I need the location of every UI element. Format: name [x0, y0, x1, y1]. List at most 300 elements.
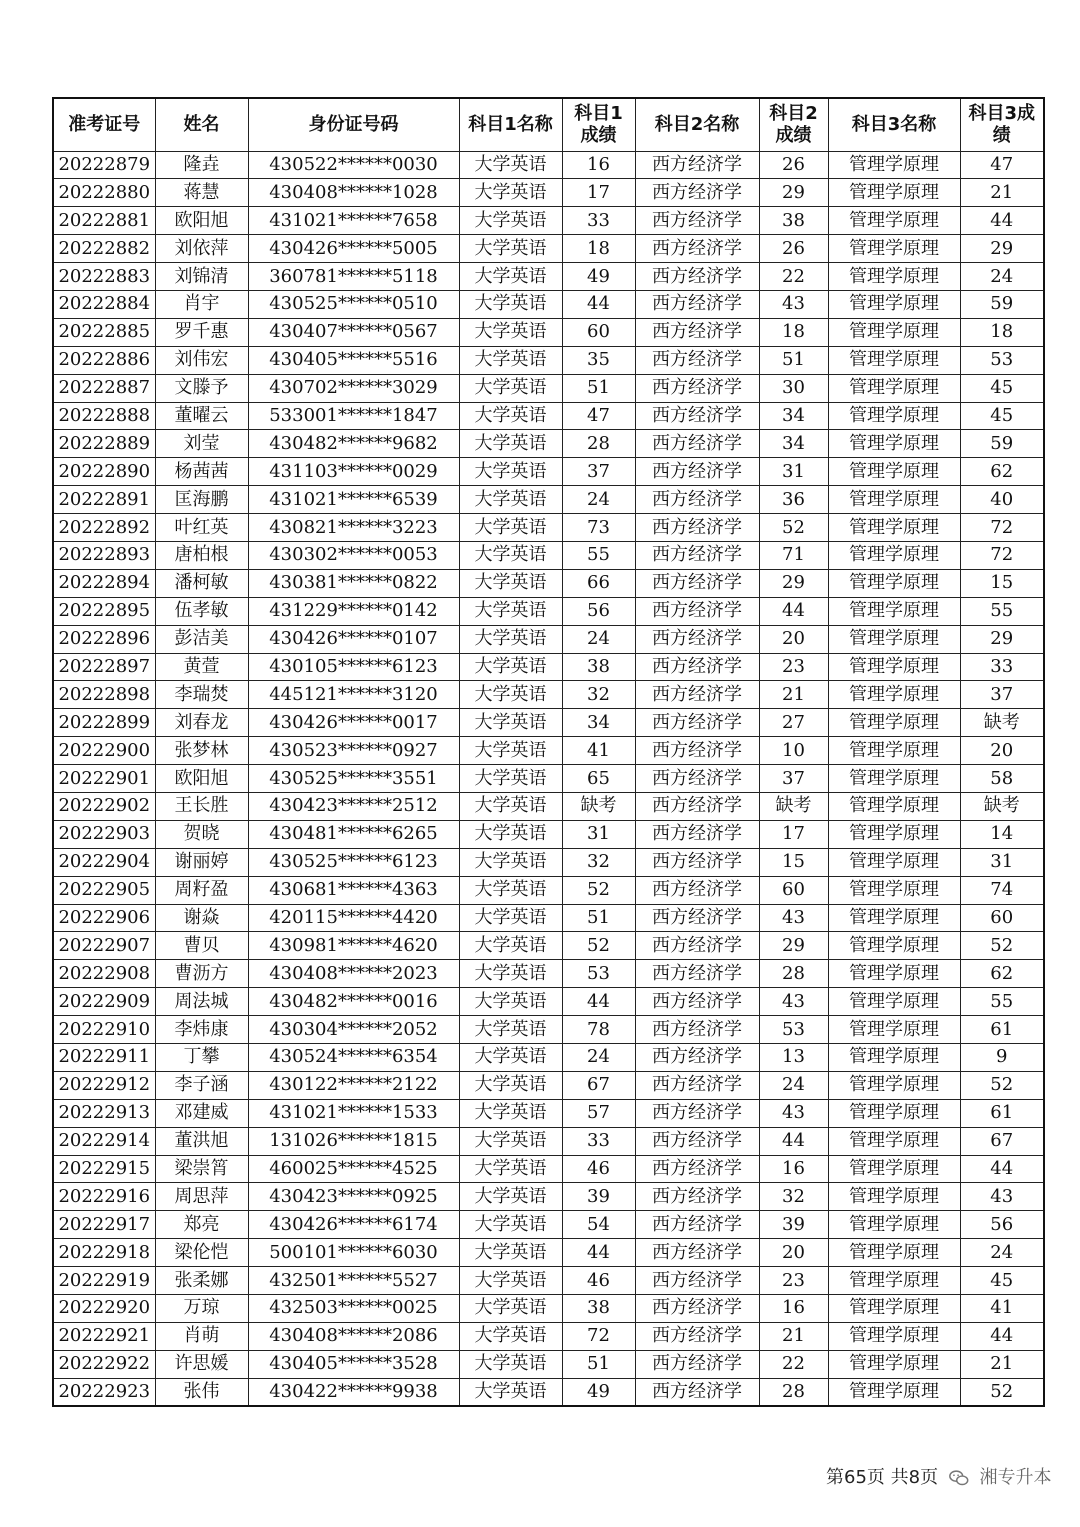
table-cell: 大学英语 — [459, 1267, 562, 1295]
column-header: 科目1 成绩 — [562, 98, 635, 151]
table-cell: 西方经济学 — [635, 458, 759, 486]
table-cell: 大学英语 — [459, 904, 562, 932]
table-cell: 36 — [759, 486, 828, 514]
table-cell: 72 — [960, 514, 1044, 542]
table-row — [53, 402, 1044, 430]
table-cell: 大学英语 — [459, 737, 562, 765]
table-cell: 38 — [759, 207, 828, 235]
table-cell: 430405******5516 — [248, 346, 459, 374]
table-cell: 周籽盈 — [155, 876, 248, 904]
table-row — [53, 1211, 1044, 1239]
table-cell: 大学英语 — [459, 1044, 562, 1072]
table-cell: 西方经济学 — [635, 151, 759, 179]
table-cell: 管理学原理 — [828, 151, 960, 179]
table-cell: 贺晓 — [155, 820, 248, 848]
table-cell: 29 — [759, 569, 828, 597]
table-cell: 41 — [960, 1295, 1044, 1323]
table-cell: 44 — [960, 1155, 1044, 1183]
table-cell: 52 — [960, 932, 1044, 960]
table-cell: 文滕予 — [155, 374, 248, 402]
table-cell: 管理学原理 — [828, 318, 960, 346]
table-cell: 23 — [759, 653, 828, 681]
table-cell: 20222880 — [53, 179, 155, 207]
table-cell: 西方经济学 — [635, 514, 759, 542]
table-cell: 大学英语 — [459, 876, 562, 904]
table-cell: 西方经济学 — [635, 1183, 759, 1211]
table-cell: 董曜云 — [155, 402, 248, 430]
table-cell: 20222896 — [53, 625, 155, 653]
table-cell: 67 — [562, 1071, 635, 1099]
table-cell: 47 — [562, 402, 635, 430]
table-row — [53, 179, 1044, 207]
table-cell: 28 — [759, 960, 828, 988]
table-cell: 24 — [960, 263, 1044, 291]
table-cell: 49 — [562, 263, 635, 291]
table-cell: 20222905 — [53, 876, 155, 904]
table-cell: 西方经济学 — [635, 792, 759, 820]
table-cell: 20222919 — [53, 1267, 155, 1295]
table-cell: 西方经济学 — [635, 960, 759, 988]
table-row — [53, 1322, 1044, 1350]
table-cell: 431021******1533 — [248, 1099, 459, 1127]
table-row — [53, 1099, 1044, 1127]
table-cell: 20222891 — [53, 486, 155, 514]
table-cell: 60 — [759, 876, 828, 904]
table-cell: 大学英语 — [459, 1239, 562, 1267]
table-cell: 15 — [960, 569, 1044, 597]
table-cell: 20222912 — [53, 1071, 155, 1099]
table-cell: 管理学原理 — [828, 1322, 960, 1350]
table-cell: 西方经济学 — [635, 681, 759, 709]
table-cell: 52 — [960, 1071, 1044, 1099]
table-cell: 20222887 — [53, 374, 155, 402]
table-cell: 430426******0017 — [248, 709, 459, 737]
table-cell: 54 — [562, 1211, 635, 1239]
table-cell: 33 — [562, 1127, 635, 1155]
table-cell: 管理学原理 — [828, 207, 960, 235]
table-cell: 管理学原理 — [828, 1155, 960, 1183]
table-row — [53, 458, 1044, 486]
table-cell: 西方经济学 — [635, 848, 759, 876]
table-cell: 肖宇 — [155, 290, 248, 318]
table-cell: 43 — [759, 904, 828, 932]
table-row — [53, 988, 1044, 1016]
table-cell: 大学英语 — [459, 1099, 562, 1127]
table-cell: 西方经济学 — [635, 625, 759, 653]
table-cell: 西方经济学 — [635, 290, 759, 318]
table-row — [53, 263, 1044, 291]
table-cell: 西方经济学 — [635, 1322, 759, 1350]
table-cell: 35 — [562, 346, 635, 374]
column-header: 科目1名称 — [459, 98, 562, 151]
table-cell: 周法城 — [155, 988, 248, 1016]
table-row — [53, 737, 1044, 765]
table-cell: 430525******6123 — [248, 848, 459, 876]
table-cell: 67 — [960, 1127, 1044, 1155]
table-cell: 59 — [960, 290, 1044, 318]
table-cell: 20222900 — [53, 737, 155, 765]
table-cell: 西方经济学 — [635, 1016, 759, 1044]
table-cell: 44 — [759, 597, 828, 625]
table-cell: 430481******6265 — [248, 820, 459, 848]
table-cell: 430408******2023 — [248, 960, 459, 988]
table-cell: 管理学原理 — [828, 458, 960, 486]
table-cell: 管理学原理 — [828, 541, 960, 569]
table-cell: 20222923 — [53, 1378, 155, 1406]
table-cell: 大学英语 — [459, 318, 562, 346]
table-cell: 管理学原理 — [828, 1016, 960, 1044]
table-cell: 管理学原理 — [828, 1350, 960, 1378]
table-cell: 刘依萍 — [155, 235, 248, 263]
table-cell: 20222913 — [53, 1099, 155, 1127]
table-cell: 52 — [562, 932, 635, 960]
table-cell: 西方经济学 — [635, 1267, 759, 1295]
table-cell: 43 — [759, 1099, 828, 1127]
table-cell: 西方经济学 — [635, 1071, 759, 1099]
table-row — [53, 1378, 1044, 1406]
table-cell: 27 — [759, 709, 828, 737]
table-row — [53, 318, 1044, 346]
table-cell: 38 — [562, 1295, 635, 1323]
table-cell: 43 — [960, 1183, 1044, 1211]
column-header: 姓名 — [155, 98, 248, 151]
table-cell: 431021******6539 — [248, 486, 459, 514]
table-cell: 20222903 — [53, 820, 155, 848]
table-cell: 432501******5527 — [248, 1267, 459, 1295]
table-cell: 33 — [960, 653, 1044, 681]
table-cell: 34 — [759, 402, 828, 430]
table-cell: 17 — [759, 820, 828, 848]
table-cell: 24 — [562, 625, 635, 653]
table-cell: 管理学原理 — [828, 1267, 960, 1295]
table-cell: 10 — [759, 737, 828, 765]
table-cell: 430523******0927 — [248, 737, 459, 765]
table-cell: 管理学原理 — [828, 1183, 960, 1211]
table-cell: 谢焱 — [155, 904, 248, 932]
table-cell: 53 — [759, 1016, 828, 1044]
table-cell: 533001******1847 — [248, 402, 459, 430]
table-cell: 西方经济学 — [635, 486, 759, 514]
table-cell: 20222892 — [53, 514, 155, 542]
table-row — [53, 290, 1044, 318]
table-cell: 20222902 — [53, 792, 155, 820]
table-cell: 管理学原理 — [828, 290, 960, 318]
page-footer — [826, 1463, 1052, 1489]
table-cell: 43 — [759, 290, 828, 318]
table-cell: 西方经济学 — [635, 541, 759, 569]
table-cell: 73 — [562, 514, 635, 542]
table-cell: 37 — [759, 765, 828, 793]
table-cell: 曹沥方 — [155, 960, 248, 988]
table-cell: 管理学原理 — [828, 569, 960, 597]
table-row — [53, 207, 1044, 235]
table-cell: 431103******0029 — [248, 458, 459, 486]
table-cell: 44 — [960, 1322, 1044, 1350]
table-cell: 管理学原理 — [828, 402, 960, 430]
table-cell: 20222893 — [53, 541, 155, 569]
table-cell: 16 — [759, 1155, 828, 1183]
table-cell: 西方经济学 — [635, 263, 759, 291]
table-cell: 31 — [759, 458, 828, 486]
table-cell: 西方经济学 — [635, 569, 759, 597]
table-cell: 44 — [562, 290, 635, 318]
table-cell: 420115******4420 — [248, 904, 459, 932]
table-cell: 西方经济学 — [635, 904, 759, 932]
table-cell: 460025******4525 — [248, 1155, 459, 1183]
table-cell: 大学英语 — [459, 932, 562, 960]
table-cell: 西方经济学 — [635, 346, 759, 374]
table-cell: 20222885 — [53, 318, 155, 346]
table-cell: 430407******0567 — [248, 318, 459, 346]
table-row — [53, 653, 1044, 681]
table-cell: 大学英语 — [459, 346, 562, 374]
column-header: 科目2 成绩 — [759, 98, 828, 151]
table-cell: 24 — [562, 486, 635, 514]
table-cell: 55 — [960, 597, 1044, 625]
table-cell: 51 — [562, 904, 635, 932]
table-cell: 管理学原理 — [828, 1211, 960, 1239]
table-cell: 西方经济学 — [635, 876, 759, 904]
table-cell: 管理学原理 — [828, 430, 960, 458]
table-cell: 57 — [562, 1099, 635, 1127]
table-cell: 大学英语 — [459, 207, 562, 235]
table-cell: 61 — [960, 1099, 1044, 1127]
column-header: 科目3名称 — [828, 98, 960, 151]
table-cell: 管理学原理 — [828, 848, 960, 876]
table-cell: 60 — [960, 904, 1044, 932]
table-cell: 管理学原理 — [828, 932, 960, 960]
table-cell: 430522******0030 — [248, 151, 459, 179]
table-cell: 14 — [960, 820, 1044, 848]
table-cell: 大学英语 — [459, 486, 562, 514]
table-row — [53, 1267, 1044, 1295]
table-cell: 430408******1028 — [248, 179, 459, 207]
table-cell: 郑亮 — [155, 1211, 248, 1239]
watermark-text: 湘专升本 — [979, 1467, 1052, 1488]
column-header: 科目3成 绩 — [960, 98, 1044, 151]
table-cell: 52 — [960, 1378, 1044, 1406]
table-cell: 管理学原理 — [828, 374, 960, 402]
table-cell: 20222910 — [53, 1016, 155, 1044]
table-cell: 管理学原理 — [828, 876, 960, 904]
table-cell: 20222881 — [53, 207, 155, 235]
table-cell: 西方经济学 — [635, 988, 759, 1016]
table-cell: 缺考 — [960, 792, 1044, 820]
score-table — [52, 97, 1045, 1407]
table-cell: 26 — [759, 235, 828, 263]
table-cell: 西方经济学 — [635, 820, 759, 848]
table-cell: 管理学原理 — [828, 709, 960, 737]
table-cell: 51 — [562, 1350, 635, 1378]
table-cell: 71 — [759, 541, 828, 569]
table-cell: 24 — [562, 1044, 635, 1072]
table-cell: 大学英语 — [459, 514, 562, 542]
table-cell: 20222879 — [53, 151, 155, 179]
table-cell: 28 — [759, 1378, 828, 1406]
table-cell: 梁伦恺 — [155, 1239, 248, 1267]
table-cell: 西方经济学 — [635, 1239, 759, 1267]
table-cell: 37 — [960, 681, 1044, 709]
table-cell: 45 — [960, 1267, 1044, 1295]
table-cell: 管理学原理 — [828, 737, 960, 765]
table-cell: 大学英语 — [459, 1016, 562, 1044]
table-cell: 管理学原理 — [828, 1044, 960, 1072]
table-cell: 西方经济学 — [635, 1127, 759, 1155]
table-cell: 65 — [562, 765, 635, 793]
table-cell: 430981******4620 — [248, 932, 459, 960]
table-cell: 西方经济学 — [635, 737, 759, 765]
table-row — [53, 1183, 1044, 1211]
table-cell: 大学英语 — [459, 765, 562, 793]
table-cell: 20222908 — [53, 960, 155, 988]
table-cell: 18 — [759, 318, 828, 346]
table-cell: 张柔娜 — [155, 1267, 248, 1295]
table-cell: 管理学原理 — [828, 179, 960, 207]
table-cell: 大学英语 — [459, 820, 562, 848]
table-cell: 20222906 — [53, 904, 155, 932]
table-cell: 大学英语 — [459, 290, 562, 318]
table-cell: 西方经济学 — [635, 318, 759, 346]
table-cell: 45 — [960, 374, 1044, 402]
table-cell: 大学英语 — [459, 597, 562, 625]
table-cell: 西方经济学 — [635, 430, 759, 458]
table-cell: 唐柏根 — [155, 541, 248, 569]
table-cell: 欧阳旭 — [155, 765, 248, 793]
table-cell: 大学英语 — [459, 569, 562, 597]
table-cell: 430122******2122 — [248, 1071, 459, 1099]
table-row — [53, 346, 1044, 374]
table-row — [53, 151, 1044, 179]
table-row — [53, 1295, 1044, 1323]
table-cell: 刘春龙 — [155, 709, 248, 737]
table-cell: 潘柯敏 — [155, 569, 248, 597]
table-cell: 20222882 — [53, 235, 155, 263]
table-cell: 管理学原理 — [828, 486, 960, 514]
table-cell: 18 — [960, 318, 1044, 346]
table-cell: 20 — [759, 1239, 828, 1267]
table-cell: 西方经济学 — [635, 1295, 759, 1323]
table-row — [53, 514, 1044, 542]
table-cell: 22 — [759, 1350, 828, 1378]
table-cell: 131026******1815 — [248, 1127, 459, 1155]
table-cell: 21 — [960, 1350, 1044, 1378]
table-cell: 缺考 — [759, 792, 828, 820]
table-cell: 44 — [562, 1239, 635, 1267]
table-cell: 44 — [960, 207, 1044, 235]
table-cell: 大学英语 — [459, 848, 562, 876]
table-cell: 许思媛 — [155, 1350, 248, 1378]
table-cell: 谢丽婷 — [155, 848, 248, 876]
table-cell: 西方经济学 — [635, 709, 759, 737]
table-cell: 西方经济学 — [635, 402, 759, 430]
table-cell: 430426******6174 — [248, 1211, 459, 1239]
table-cell: 大学英语 — [459, 263, 562, 291]
table-cell: 24 — [960, 1239, 1044, 1267]
table-cell: 管理学原理 — [828, 792, 960, 820]
table-cell: 20222922 — [53, 1350, 155, 1378]
table-cell: 20222889 — [53, 430, 155, 458]
table-cell: 大学英语 — [459, 1295, 562, 1323]
table-cell: 西方经济学 — [635, 765, 759, 793]
table-cell: 西方经济学 — [635, 1211, 759, 1239]
table-cell: 43 — [759, 988, 828, 1016]
table-cell: 大学英语 — [459, 792, 562, 820]
table-cell: 430405******3528 — [248, 1350, 459, 1378]
table-row — [53, 1155, 1044, 1183]
table-cell: 大学英语 — [459, 458, 562, 486]
table-cell: 20222920 — [53, 1295, 155, 1323]
table-cell: 51 — [562, 374, 635, 402]
table-cell: 72 — [960, 541, 1044, 569]
table-cell: 大学英语 — [459, 653, 562, 681]
table-cell: 9 — [960, 1044, 1044, 1072]
table-cell: 大学英语 — [459, 1071, 562, 1099]
table-cell: 38 — [562, 653, 635, 681]
table-cell: 西方经济学 — [635, 653, 759, 681]
table-cell: 管理学原理 — [828, 1099, 960, 1127]
table-cell: 430524******6354 — [248, 1044, 459, 1072]
table-cell: 430408******2086 — [248, 1322, 459, 1350]
table-cell: 刘锦清 — [155, 263, 248, 291]
table-cell: 刘莹 — [155, 430, 248, 458]
table-cell: 罗千惠 — [155, 318, 248, 346]
table-cell: 大学英语 — [459, 1322, 562, 1350]
table-cell: 大学英语 — [459, 1350, 562, 1378]
table-cell: 430304******2052 — [248, 1016, 459, 1044]
table-row — [53, 1350, 1044, 1378]
table-cell: 西方经济学 — [635, 932, 759, 960]
table-cell: 西方经济学 — [635, 1099, 759, 1127]
table-cell: 52 — [759, 514, 828, 542]
table-cell: 大学英语 — [459, 988, 562, 1016]
table-cell: 缺考 — [960, 709, 1044, 737]
wechat-logo-icon — [948, 1467, 970, 1489]
table-cell: 430422******9938 — [248, 1378, 459, 1406]
table-cell: 29 — [759, 179, 828, 207]
table-cell: 张伟 — [155, 1378, 248, 1406]
table-cell: 24 — [759, 1071, 828, 1099]
table-cell: 430302******0053 — [248, 541, 459, 569]
table-cell: 20222894 — [53, 569, 155, 597]
table-cell: 管理学原理 — [828, 960, 960, 988]
table-cell: 29 — [960, 235, 1044, 263]
table-cell: 万琼 — [155, 1295, 248, 1323]
table-cell: 20222898 — [53, 681, 155, 709]
table-cell: 管理学原理 — [828, 988, 960, 1016]
table-cell: 大学英语 — [459, 374, 562, 402]
table-cell: 20222895 — [53, 597, 155, 625]
table-cell: 大学英语 — [459, 402, 562, 430]
table-cell: 16 — [562, 151, 635, 179]
table-cell: 28 — [562, 430, 635, 458]
table-row — [53, 848, 1044, 876]
table-cell: 大学英语 — [459, 709, 562, 737]
table-cell: 管理学原理 — [828, 235, 960, 263]
table-cell: 430423******2512 — [248, 792, 459, 820]
table-cell: 32 — [562, 848, 635, 876]
table-row — [53, 876, 1044, 904]
table-cell: 大学英语 — [459, 681, 562, 709]
table-cell: 管理学原理 — [828, 765, 960, 793]
table-cell: 31 — [562, 820, 635, 848]
table-cell: 72 — [562, 1322, 635, 1350]
table-cell: 20222907 — [53, 932, 155, 960]
table-body — [53, 151, 1044, 1406]
table-cell: 430423******0925 — [248, 1183, 459, 1211]
table-cell: 李瑞焚 — [155, 681, 248, 709]
table-row — [53, 904, 1044, 932]
table-row — [53, 597, 1044, 625]
